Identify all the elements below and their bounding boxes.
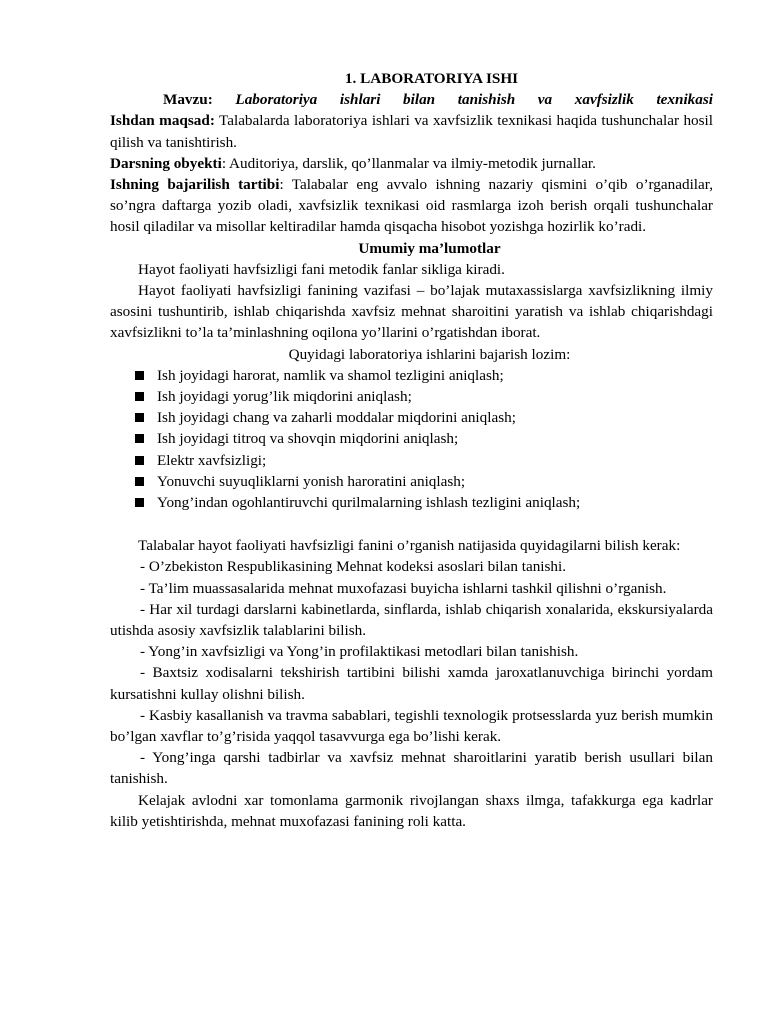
task-list: [110, 365, 713, 513]
outcome-item: - Kasbiy kasallanish va travma sabablari, tegishli texnologik protsesslarda yuz berish mumkin bo’lgan xavflar to’g’risida yaqqol tasavvurga ega bo’lishi kerak.: [110, 706, 713, 745]
square-bullet-icon: [135, 371, 144, 380]
list-item: [135, 407, 713, 428]
objective-text: Talabalarda laboratoriya ishlari va xavfsizlik texnikasi haqida tushunchalar hosil qilish va tanishtirish.: [110, 112, 713, 151]
list-item-text: Yonuvchi suyuqliklarni yonish haroratini aniqlash;: [157, 472, 466, 490]
outcome-item: - Har xil turdagi darslarni kabinetlarda, sinflarda, ishlab chiqarish xonalarida, ekskursiyalarda utishda asosiy xavfsizlik talablarini bilish.: [110, 600, 713, 639]
list-item: [135, 450, 713, 471]
topic-text: Laboratoriya ishlari bilan tanishish va xavfsizlik texnikasi: [235, 91, 714, 109]
outcome-item: - Yong’in xavfsizligi va Yong’in profilaktikasi metodlari bilan tanishish.: [140, 643, 579, 661]
square-bullet-icon: [135, 498, 144, 507]
outcome-item: - O’zbekiston Respublikasining Mehnat kodeksi asoslari bilan tanishi.: [140, 558, 567, 576]
objective-label: Ishdan maqsad:: [110, 112, 215, 130]
procedure-label: Ishning bajarilish tartibi: [110, 176, 280, 194]
list-item-text: Ish joyidagi titroq va shovqin miqdorini aniqlash;: [157, 430, 459, 448]
outcome-item: - Yong’inga qarshi tadbirlar va xavfsiz mehnat sharoitlarini yaratib berish usullari bilan tanishish.: [110, 749, 713, 788]
topic-line: [110, 89, 713, 110]
list-item: [135, 428, 713, 449]
page-title: 1. LABORATORIYA ISHI: [344, 70, 519, 87]
object-label: Darsning obyekti: [110, 154, 222, 172]
general-paragraph-2: Hayot faoliyati havfsizligi fanining vazifasi – bo’lajak mutaxassislarga xavfsizlikning ilmiy asosini tushuntirib, ishlab chiqarishda xavfsiz mehnat sharoitini yaratish va ishlab chiqarishdagi xavfsizlikni to’la ta’minlashning oqilona yo’llarini o’rgatishdan iborat.: [110, 282, 713, 342]
square-bullet-icon: [135, 392, 144, 401]
document-page: [110, 68, 713, 832]
list-item-text: Ish joyidagi chang va zaharli moddalar miqdorini aniqlash;: [157, 409, 516, 427]
square-bullet-icon: [135, 413, 144, 422]
square-bullet-icon: [135, 434, 144, 443]
list-item: [135, 386, 713, 407]
outcome-item: - Baxtsiz xodisalarni tekshirish tartibini bilishi xamda jaroxatlanuvchiga birinchi yordam kursatishni kullay olishni bilish.: [110, 664, 713, 703]
general-paragraph-1: Hayot faoliyati havfsizligi fani metodik fanlar sikliga kiradi.: [138, 260, 505, 278]
list-item: [135, 365, 713, 386]
outcome-item: - Ta’lim muassasalarida mehnat muxofazasi buyicha ishlarni tashkil qilishni o’rganish.: [140, 579, 667, 597]
list-item: [135, 492, 713, 513]
procedure-text: : Talabalar eng avvalo ishning nazariy qismini o’qib o’rganadilar, so’ngra daftarga yozib oladi, xavfsizlik texnikasi oid rasmlarga izoh berish orqali tushunchalar hosil qiladilar va misollar keltiradilar hamda qisqacha hisobot yozishga hozirlik ko’radi.: [110, 176, 713, 236]
list-item-text: Ish joyidagi yorug’lik miqdorini aniqlash;: [157, 388, 412, 406]
list-item-text: Elektr xavfsizligi;: [157, 451, 267, 469]
objective-paragraph: [110, 110, 713, 152]
topic-label: Mavzu:: [163, 91, 213, 109]
task-list-intro: Quyidagi laboratoriya ishlarini bajarish lozim:: [288, 345, 571, 363]
outcomes-intro: Talabalar hayot faoliyati havfsizligi fanini o’rganish natijasida quyidagilarni bilish kerak:: [138, 537, 681, 555]
blank-line: [110, 513, 713, 535]
list-item-text: Ish joyidagi harorat, namlik va shamol tezligini aniqlash;: [157, 366, 504, 384]
object-text: : Auditoriya, darslik, qo’llanmalar va ilmiy-metodik jurnallar.: [221, 154, 596, 172]
square-bullet-icon: [135, 456, 144, 465]
list-item-text: Yong’indan ogohlantiruvchi qurilmalarning ishlash tezligini aniqlash;: [157, 493, 581, 511]
object-paragraph: [110, 153, 713, 174]
list-item: [135, 471, 713, 492]
square-bullet-icon: [135, 477, 144, 486]
closing-paragraph: Kelajak avlodni xar tomonlama garmonik rivojlangan shaxs ilmga, tafakkurga ega kadrlar kilib yetishtirishda, mehnat muxofazasi fanining roli katta.: [110, 791, 713, 830]
procedure-paragraph: [110, 174, 713, 238]
section-heading: Umumiy ma’lumotlar: [358, 239, 501, 257]
